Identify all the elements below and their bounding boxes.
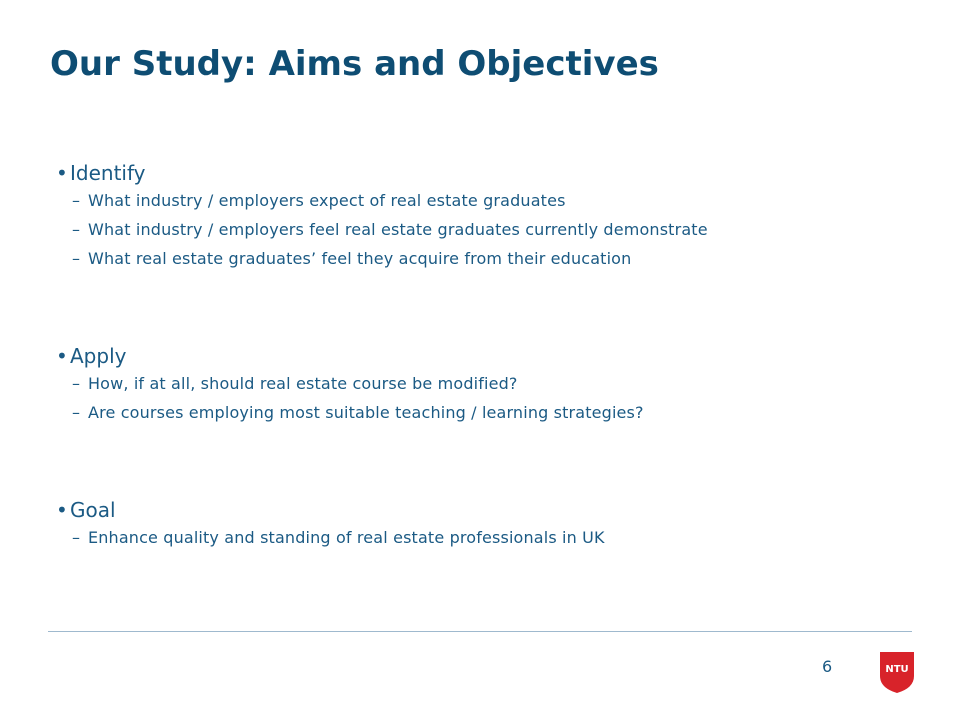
sub-bullet-text: What industry / employers feel real estate graduates currently demonstrate <box>88 220 708 239</box>
bullet-heading <box>56 343 644 369</box>
section-identify <box>56 160 708 273</box>
dash-marker: – <box>72 403 81 422</box>
sub-bullet <box>56 215 708 244</box>
footer-divider <box>48 631 912 632</box>
sub-bullet <box>56 244 708 273</box>
sub-bullet-text: Enhance quality and standing of real estate professionals in UK <box>88 528 605 547</box>
ntu-logo-text: NTU <box>885 664 909 675</box>
sub-bullet <box>56 523 605 552</box>
bullet-dot: • <box>56 498 68 522</box>
bullet-heading-text: Goal <box>70 498 116 522</box>
sub-bullet-text: How, if at all, should real estate course be modified? <box>88 374 518 393</box>
dash-marker: – <box>72 528 81 547</box>
dash-marker: – <box>72 249 81 268</box>
sub-bullet-text: Are courses employing most suitable teaching / learning strategies? <box>88 403 644 422</box>
bullet-heading <box>56 160 708 186</box>
sub-bullet-text: What real estate graduates’ feel they acquire from their education <box>88 249 632 268</box>
bullet-dot: • <box>56 161 68 185</box>
bullet-heading <box>56 497 605 523</box>
bullet-heading-text: Apply <box>70 344 127 368</box>
dash-marker: – <box>72 220 81 239</box>
dash-marker: – <box>72 374 81 393</box>
sub-bullet <box>56 186 708 215</box>
dash-marker: – <box>72 191 81 210</box>
bullet-heading-text: Identify <box>70 161 146 185</box>
section-goal <box>56 497 605 552</box>
bullet-dot: • <box>56 344 68 368</box>
section-apply <box>56 343 644 427</box>
sub-bullet <box>56 398 644 427</box>
sub-bullet-text: What industry / employers expect of real estate graduates <box>88 191 566 210</box>
ntu-logo <box>878 650 916 694</box>
page-number: 6 <box>822 657 833 676</box>
sub-bullet <box>56 369 644 398</box>
slide-title: Our Study: Aims and Objectives <box>50 44 659 84</box>
